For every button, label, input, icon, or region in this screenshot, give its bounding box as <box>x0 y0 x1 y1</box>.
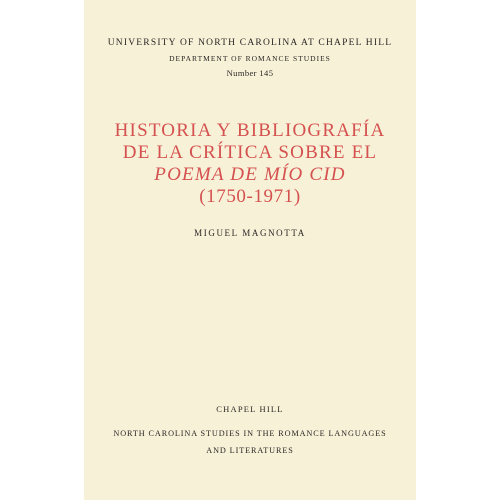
series-university: UNIVERSITY OF NORTH CAROLINA AT CHAPEL HILL <box>107 38 393 48</box>
series-number: Number 145 <box>226 68 274 78</box>
author-name: MIGUEL MAGNOTTA <box>194 228 306 238</box>
title-line-4: (1750-1971) <box>199 186 301 207</box>
imprint-place: CHAPEL HILL <box>216 404 284 414</box>
title-line-1: HISTORIA Y BIBLIOGRAFÍA <box>114 120 386 141</box>
series-department: DEPARTMENT OF ROMANCE STUDIES <box>169 54 331 63</box>
title-line-2: DE LA CRÍTICA SOBRE EL <box>122 142 378 163</box>
publisher-line-2: AND LITERATURES <box>206 446 294 455</box>
publisher-line-1: NORTH CAROLINA STUDIES IN THE ROMANCE LANGUAGES <box>113 429 387 438</box>
book-cover <box>84 0 416 500</box>
title-line-3: POEMA DE MÍO CID <box>154 164 346 185</box>
